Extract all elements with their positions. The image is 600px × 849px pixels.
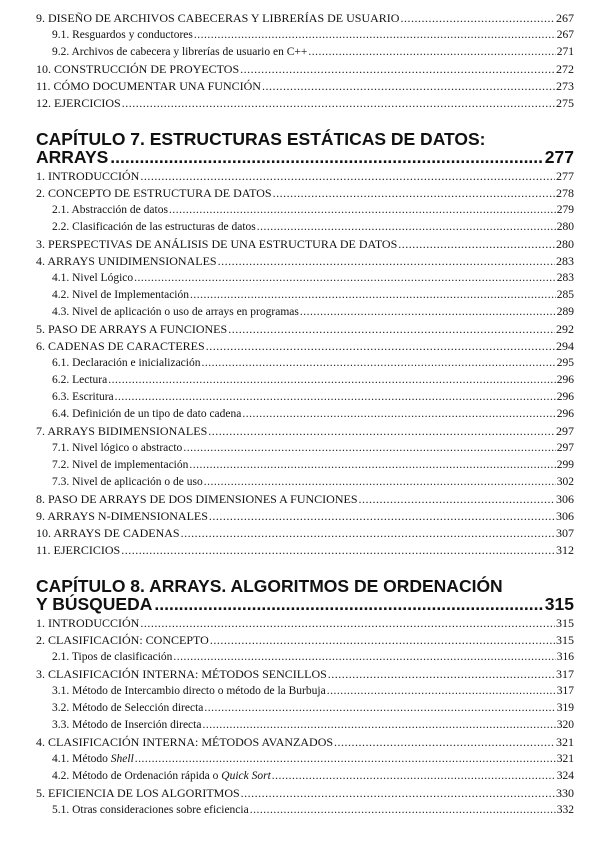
dot-leader [135, 751, 556, 768]
entry-title-text: 3.2. Método de Selección directa [52, 702, 204, 714]
dot-leader [218, 253, 555, 270]
toc-subsection-entry [36, 372, 574, 389]
toc-subsection-entry [36, 287, 574, 304]
entry-title-text: 10. CONSTRUCCIÓN DE PROYECTOS [36, 62, 240, 76]
entry-title [52, 802, 249, 819]
entry-title [52, 768, 271, 785]
entry-title [52, 649, 172, 666]
entry-page-number: 283 [556, 272, 574, 284]
dot-leader [308, 44, 555, 61]
entry-page-number: 312 [556, 543, 574, 557]
toc-section-entry [36, 10, 574, 27]
entry-title [36, 236, 397, 253]
dot-leader [204, 474, 556, 491]
chapter-title-line-1: CAPÍTULO 8. ARRAYS. ALGORITMOS DE ORDENACIÓN [36, 576, 503, 596]
toc-subsection-entry [36, 802, 574, 819]
entry-page-number: 316 [556, 651, 574, 663]
entry-title [36, 542, 120, 559]
entry-title [36, 615, 139, 632]
entry-title [36, 734, 333, 751]
entry-page-number: 317 [556, 685, 574, 697]
toc-subsection-entry [36, 700, 574, 717]
toc-subsection-entry [36, 457, 574, 474]
entry-title [52, 304, 299, 321]
dot-leader [169, 202, 556, 219]
chapter-title-line-2 [36, 595, 574, 613]
dot-leader [140, 615, 555, 632]
dot-leader [194, 27, 556, 44]
toc-section-entry [36, 95, 574, 112]
dot-leader [122, 95, 555, 112]
toc-subsection-entry [36, 440, 574, 457]
entry-title-text: 5. EFICIENCIA DE LOS ALGORITMOS [36, 786, 240, 800]
table-of-contents [36, 10, 574, 819]
entry-page-number: 279 [556, 204, 574, 216]
dot-leader [181, 525, 555, 542]
entry-title-text: 7.1. Nivel lógico o abstracto [52, 442, 183, 454]
toc-subsection-entry [36, 304, 574, 321]
dot-leader [134, 270, 556, 287]
entry-page-number: 280 [556, 221, 574, 233]
dot-leader [400, 10, 555, 27]
entry-title-text: 2.2. Clasificación de las estructuras de datos [52, 221, 256, 233]
dot-leader [242, 406, 555, 423]
toc-section-entry [36, 168, 574, 185]
entry-title [52, 27, 193, 44]
toc-section-entry [36, 338, 574, 355]
entry-title-text: 5.1. Otras consideraciones sobre eficiencia [52, 804, 249, 816]
entry-page-number: 278 [556, 186, 574, 200]
toc-subsection-entry [36, 202, 574, 219]
entry-page-number: 297 [556, 442, 574, 454]
dot-leader [202, 717, 555, 734]
entry-title-text: 7.3. Nivel de aplicación o de uso [52, 476, 203, 488]
entry-title-text: 2. CONCEPTO DE ESTRUCTURA DE DATOS [36, 186, 272, 200]
entry-title-italic: Shell [110, 753, 134, 765]
dot-leader [262, 78, 555, 95]
entry-title [52, 751, 134, 768]
entry-title-text: 3. CLASIFICACIÓN INTERNA: MÉTODOS SENCILLOS [36, 667, 327, 681]
entry-title-text: 3. PERSPECTIVAS DE ANÁLISIS DE UNA ESTRUCTURA DE DATOS [36, 237, 398, 251]
dot-leader [173, 649, 555, 666]
chapter-title-line-1: CAPÍTULO 7. ESTRUCTURAS ESTÁTICAS DE DATOS: [36, 129, 486, 149]
chapter-page-number: 315 [544, 594, 574, 614]
entry-title [52, 219, 256, 236]
entry-page-number: 297 [556, 424, 574, 438]
toc-section-entry [36, 491, 574, 508]
dot-leader [108, 372, 556, 389]
entry-title [36, 95, 121, 112]
entry-page-number: 315 [556, 616, 574, 630]
dot-leader [201, 355, 555, 372]
entry-page-number: 272 [556, 62, 574, 76]
toc-subsection-entry [36, 406, 574, 423]
entry-title [36, 253, 217, 270]
entry-title [52, 474, 203, 491]
entry-title-text: 9.1. Resguardos y conductores [52, 29, 193, 41]
toc-section-entry [36, 78, 574, 95]
entry-page-number: 296 [556, 408, 574, 420]
entry-page-number: 319 [556, 702, 574, 714]
entry-page-number: 321 [556, 753, 574, 765]
dot-leader [398, 236, 555, 253]
entry-title-text: 10. ARRAYS DE CADENAS [36, 526, 180, 540]
entry-page-number: 273 [556, 79, 574, 93]
entry-title-text: 9. DISEÑO DE ARCHIVOS CABECERAS Y LIBRERÍAS DE USUARIO [36, 11, 400, 25]
dot-leader [115, 389, 556, 406]
entry-page-number: 292 [556, 322, 574, 336]
entry-title [52, 270, 133, 287]
entry-title [52, 287, 189, 304]
entry-title [52, 457, 188, 474]
entry-page-number: 277 [556, 169, 574, 183]
entry-page-number: 332 [556, 804, 574, 816]
entry-title-text: 2.1. Abstracción de datos [52, 204, 168, 216]
entry-page-number: 330 [556, 786, 574, 800]
entry-title-text: 4.1. Nivel Lógico [52, 272, 134, 284]
toc-subsection-entry [36, 649, 574, 666]
entry-page-number: 271 [556, 46, 574, 58]
entry-page-number: 324 [556, 770, 574, 782]
dot-leader [228, 321, 555, 338]
entry-title [36, 666, 327, 683]
entry-title [52, 683, 326, 700]
toc-section-entry [36, 321, 574, 338]
entry-title [52, 202, 168, 219]
entry-page-number: 299 [556, 459, 574, 471]
entry-title [52, 717, 201, 734]
dot-leader [154, 595, 542, 613]
dot-leader [273, 185, 555, 202]
entry-title [52, 44, 307, 61]
dot-leader [240, 61, 555, 78]
dot-leader [206, 338, 555, 355]
dot-leader [189, 457, 555, 474]
toc-section-entry [36, 666, 574, 683]
toc-section-entry [36, 785, 574, 802]
dot-leader [140, 168, 555, 185]
toc-subsection-entry [36, 270, 574, 287]
entry-title-text: 4.2. Método de Ordenación rápida o [52, 770, 222, 782]
entry-page-number: 267 [556, 11, 574, 25]
dot-leader [250, 802, 556, 819]
entry-page-number: 302 [556, 476, 574, 488]
entry-page-number: 289 [556, 306, 574, 318]
toc-subsection-entry [36, 355, 574, 372]
dot-leader [257, 219, 556, 236]
entry-title-text: 8. PASO DE ARRAYS DE DOS DIMENSIONES A FUNCIONES [36, 492, 358, 506]
chapter-title-line-2-text: Y BÚSQUEDA [36, 594, 153, 614]
toc-subsection-entry [36, 389, 574, 406]
dot-leader [210, 632, 555, 649]
entry-title [52, 355, 200, 372]
entry-title [36, 632, 209, 649]
entry-title [36, 10, 399, 27]
dot-leader [334, 734, 555, 751]
entry-page-number: 294 [556, 339, 574, 353]
entry-title-text: 4.1. Método [52, 753, 111, 765]
toc-section-entry [36, 734, 574, 751]
entry-title-text: 6.4. Definición de un tipo de dato cadena [52, 408, 242, 420]
toc-subsection-entry [36, 683, 574, 700]
dot-leader [327, 683, 556, 700]
entry-title-text: 4. CLASIFICACIÓN INTERNA: MÉTODOS AVANZADOS [36, 735, 334, 749]
dot-leader [300, 304, 556, 321]
entry-title [36, 423, 207, 440]
dot-leader [208, 423, 555, 440]
dot-leader [272, 768, 556, 785]
entry-title-text: 1. INTRODUCCIÓN [36, 616, 140, 630]
toc-subsection-entry [36, 768, 574, 785]
toc-subsection-entry [36, 27, 574, 44]
entry-title-text: 5. PASO DE ARRAYS A FUNCIONES [36, 322, 228, 336]
dot-leader [110, 148, 543, 166]
chapter-heading [36, 130, 574, 166]
dot-leader [204, 700, 555, 717]
entry-page-number: 320 [556, 719, 574, 731]
toc-section-entry [36, 61, 574, 78]
entry-title-text: 6.3. Escritura [52, 391, 114, 403]
toc-section-entry [36, 423, 574, 440]
toc-section-entry [36, 632, 574, 649]
entry-title [36, 785, 240, 802]
entry-title-text: 4. ARRAYS UNIDIMENSIONALES [36, 254, 217, 268]
entry-title [52, 372, 107, 389]
dot-leader [359, 491, 555, 508]
entry-title [36, 491, 358, 508]
entry-title [52, 700, 203, 717]
entry-title [36, 168, 139, 185]
dot-leader [209, 508, 555, 525]
entry-title-text: 6.1. Declaración e inicialización [52, 357, 201, 369]
toc-section-entry [36, 615, 574, 632]
entry-title-text: 2. CLASIFICACIÓN: CONCEPTO [36, 633, 209, 647]
dot-leader [190, 287, 556, 304]
entry-page-number: 295 [556, 357, 574, 369]
entry-title-text: 6.2. Lectura [52, 374, 108, 386]
toc-subsection-entry [36, 751, 574, 768]
chapter-title-line-2-text: ARRAYS [36, 147, 109, 167]
entry-title-text: 9.2. Archivos de cabecera y librerías de usuario en C++ [52, 46, 308, 58]
entry-page-number: 285 [556, 289, 574, 301]
entry-title-text: 7.2. Nivel de implementación [52, 459, 189, 471]
entry-title [36, 338, 205, 355]
entry-page-number: 275 [556, 96, 574, 110]
entry-page-number: 307 [556, 526, 574, 540]
entry-title-text: 3.1. Método de Intercambio directo o método de la Burbuja [52, 685, 326, 697]
entry-title [36, 185, 272, 202]
entry-page-number: 315 [556, 633, 574, 647]
entry-title-text: 4.2. Nivel de Implementación [52, 289, 190, 301]
toc-section-entry [36, 542, 574, 559]
entry-title-text: 3.3. Método de Inserción directa [52, 719, 202, 731]
entry-title [52, 389, 114, 406]
entry-title [36, 321, 227, 338]
entry-title [36, 78, 261, 95]
entry-title-text: 4.3. Nivel de aplicación o uso de arrays en programas [52, 306, 299, 318]
entry-title-text: 7. ARRAYS BIDIMENSIONALES [36, 424, 208, 438]
toc-subsection-entry [36, 474, 574, 491]
toc-section-entry [36, 253, 574, 270]
entry-page-number: 296 [556, 391, 574, 403]
entry-page-number: 306 [556, 509, 574, 523]
dot-leader [328, 666, 555, 683]
entry-page-number: 317 [556, 667, 574, 681]
toc-section-entry [36, 508, 574, 525]
entry-title-text: 11. CÓMO DOCUMENTAR UNA FUNCIÓN [36, 79, 261, 93]
toc-subsection-entry [36, 219, 574, 236]
entry-title-text: 6. CADENAS DE CARACTERES [36, 339, 205, 353]
entry-title [36, 61, 239, 78]
toc-section-entry [36, 525, 574, 542]
entry-title [36, 508, 208, 525]
toc-subsection-entry [36, 44, 574, 61]
entry-title-text: 12. EJERCICIOS [36, 96, 121, 110]
chapter-title-line-2 [36, 148, 574, 166]
entry-title-text: 11. EJERCICIOS [36, 543, 121, 557]
entry-title-italic: Quick Sort [221, 770, 271, 782]
dot-leader [183, 440, 555, 457]
entry-page-number: 280 [556, 237, 574, 251]
entry-title-text: 2.1. Tipos de clasificación [52, 651, 173, 663]
entry-page-number: 283 [556, 254, 574, 268]
entry-page-number: 296 [556, 374, 574, 386]
toc-section-entry [36, 236, 574, 253]
entry-title-text: 1. INTRODUCCIÓN [36, 169, 140, 183]
entry-page-number: 321 [556, 735, 574, 749]
entry-title [52, 440, 182, 457]
dot-leader [241, 785, 555, 802]
entry-title [36, 525, 180, 542]
entry-page-number: 267 [556, 29, 574, 41]
toc-subsection-entry [36, 717, 574, 734]
chapter-page-number: 277 [544, 147, 574, 167]
entry-title-text: 9. ARRAYS N-DIMENSIONALES [36, 509, 208, 523]
entry-title [52, 406, 241, 423]
entry-page-number: 306 [556, 492, 574, 506]
chapter-heading [36, 577, 574, 613]
toc-section-entry [36, 185, 574, 202]
dot-leader [121, 542, 555, 559]
